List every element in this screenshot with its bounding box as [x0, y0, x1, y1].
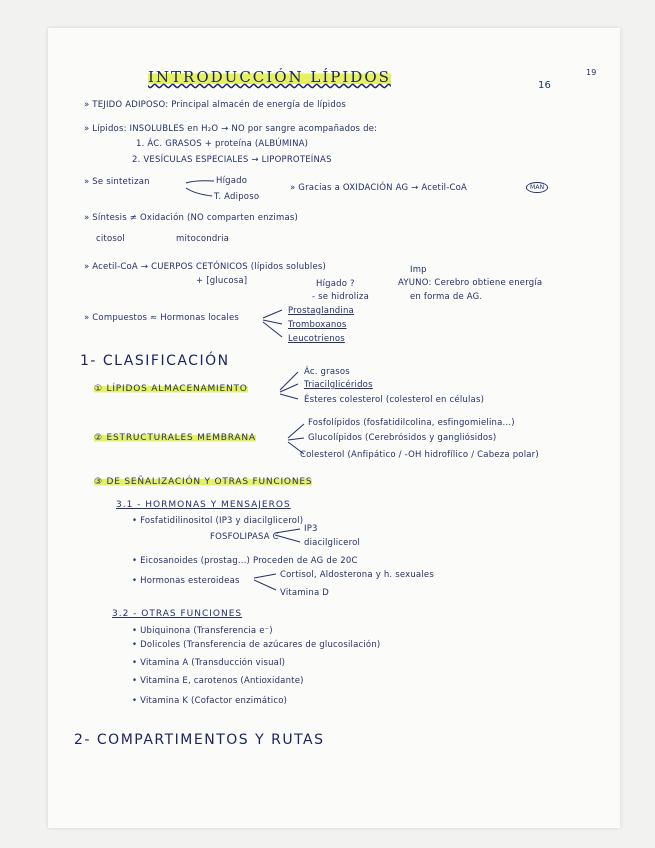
item-hormonas-esteroideas: • Hormonas esteroideas: [132, 576, 240, 586]
item-fosfolipidos: Fosfolípidos (fosfatidilcolina, esfingomielina...): [308, 418, 515, 428]
item-acidos-grasos: Ác. grasos: [304, 367, 350, 377]
note-tejido-adiposo-2: T. Adiposo: [214, 192, 260, 202]
note-imp: Imp: [410, 265, 427, 275]
item-vitamina-e: • Vitamina E, carotenos (Antioxidante): [132, 676, 304, 686]
item-fosfatidilinositol: • Fosfatidilinositol (IP3 y diacilglicerol): [132, 516, 304, 526]
subsection-hormonas: 3.1 - HORMONAS Y MENSAJEROS: [116, 500, 291, 510]
note-hormonas-locales: » Compuestos ≈ Hormonas locales: [84, 313, 240, 323]
note-mitocondria: mitocondria: [176, 234, 230, 244]
corner-mark: 19: [586, 68, 597, 77]
note-man-circled: MAN: [526, 182, 548, 193]
note-hidroliza: - se hidroliza: [312, 292, 369, 302]
note-sintetizan: » Se sintetizan: [84, 177, 150, 187]
item-ip3: IP3: [304, 524, 318, 534]
item-esteres-colesterol: Ésteres colesterol (colesterol en células): [304, 395, 485, 405]
section-estructurales: ② ESTRUCTURALES MEMBRANA: [94, 433, 256, 443]
note-ayuno: AYUNO: Cerebro obtiene energía: [398, 278, 543, 288]
note-acidos-grasos: 1. ÁC. GRASOS + proteína (ALBÚMINA): [136, 139, 309, 149]
note-vesiculas: 2. VESÍCULAS ESPECIALES → LIPOPROTEÍNAS: [132, 155, 332, 165]
item-vitamina-d: Vitamina D: [280, 588, 330, 598]
item-cortisol: Cortisol, Aldosterona y h. sexuales: [280, 570, 434, 580]
item-ubiquinona: • Ubiquinona (Transferencia e⁻): [132, 626, 273, 636]
item-glucolipidos: Glucolípidos (Cerebrósidos y gangliósidos): [308, 433, 497, 443]
item-vitamina-k: • Vitamina K (Cofactor enzimático): [132, 696, 288, 706]
item-diacilglicerol: diacilglicerol: [304, 538, 361, 548]
heading-compartimentos: 2- COMPARTIMENTOS Y RUTAS: [74, 732, 325, 748]
note-cuerpos-cetonicos: » Acetil-CoA → CUERPOS CETÓNICOS (lípidos solubles): [84, 262, 327, 272]
subsection-otras-funciones: 3.2 - OTRAS FUNCIONES: [112, 609, 243, 619]
item-triacilgliceridos: Triacilglicéridos: [304, 380, 373, 390]
note-forma-ag: en forma de AG.: [410, 292, 483, 302]
note-citosol: citosol: [96, 234, 125, 244]
item-dolicoles: • Dolicoles (Transferencia de azúcares de glucosilación): [132, 640, 381, 650]
section-senalizacion: ③ DE SEÑALIZACIÓN Y OTRAS FUNCIONES: [94, 477, 313, 487]
heading-clasificacion: 1- CLASIFICACIÓN: [80, 353, 230, 369]
item-vitamina-a: • Vitamina A (Transducción visual): [132, 658, 286, 668]
item-colesterol: Colesterol (Anfipático / -OH hidrofílico / Cabeza polar): [300, 450, 539, 460]
note-higado-q: Hígado ?: [316, 279, 355, 289]
note-lipidos-insolubles: » Lípidos: INSOLUBLES en H₂O → NO por sangre acompañados de:: [84, 124, 378, 134]
note-higado: Hígado: [216, 176, 248, 186]
note-leucotrienos: Leucotrienos: [288, 334, 345, 344]
note-tejido-adiposo: » TEJIDO ADIPOSO: Principal almacén de energía de lípidos: [84, 100, 346, 110]
section-almacenamiento: ① LÍPIDOS ALMACENAMIENTO: [94, 384, 248, 394]
note-oxidacion: » Gracias a OXIDACIÓN AG → Acetil-CoA: [290, 183, 468, 193]
page-number: 16: [538, 80, 552, 91]
note-prostaglandina: Prostaglandina: [288, 306, 354, 316]
note-sintesis-oxidacion: » Síntesis ≠ Oxidación (NO comparten enzimas): [84, 213, 299, 223]
note-tromboxanos: Tromboxanos: [288, 320, 347, 330]
page-title: INTRODUCCIÓN LÍPIDOS: [148, 68, 391, 86]
item-eicosanoides: • Eicosanoides (prostag...) Proceden de AG de 20C: [132, 556, 358, 566]
note-glucosa: + [glucosa]: [196, 276, 248, 286]
item-fosfolipasa: FOSFOLIPASA C: [210, 532, 279, 542]
